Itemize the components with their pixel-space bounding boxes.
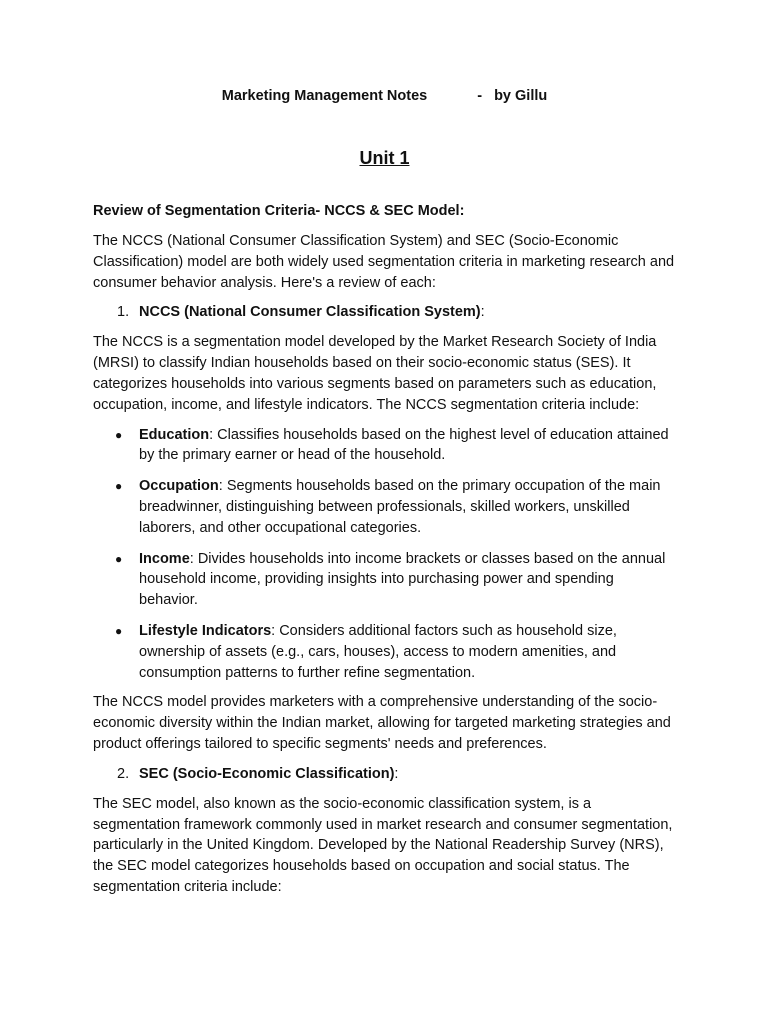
sec-paragraph: The SEC model, also known as the socio-economic classification system, is a segmentation framework commonly used in market research and consumer segmentation, particularly in the United Kingdom. Developed by the National Readership Survey (NRS), the SEC model categorizes households based on occupation and social status. The segmentation criteria include: <box>93 795 673 895</box>
nccs-paragraph: The NCCS is a segmentation model developed by the Market Research Society of India (MRSI) to classify Indian households based on their socio-economic status (SES). It categorizes households into various segments based on parameters such as education, occupation, income, and lifestyle indicators. The NCCS segmentation criteria include: <box>93 334 657 413</box>
section-heading: Review of Segmentation Criteria- NCCS & SEC Model: <box>93 203 465 219</box>
item-suffix: : <box>480 304 485 321</box>
bullet-icon: ● <box>115 479 123 494</box>
bullet-label: Occupation <box>139 478 219 495</box>
item-suffix: : <box>394 765 399 782</box>
list-item <box>93 425 676 467</box>
list-item <box>93 621 676 683</box>
item-number: 2. <box>117 765 130 782</box>
header-title: Marketing Management Notes <box>221 88 428 104</box>
bullet-label: Income <box>139 550 190 567</box>
bullet-text: : Classifies households based on the highest level of education attained by the primary earner or head of the household. <box>139 426 669 464</box>
item-title: NCCS (National Consumer Classification System) <box>139 304 481 321</box>
nccs-criteria-list <box>93 425 676 684</box>
list-item <box>93 476 676 538</box>
item-title: SEC (Socio-Economic Classification) <box>139 765 395 782</box>
intro-paragraph: The NCCS (National Consumer Classification System) and SEC (Socio-Economic Classification) model are both widely used segmentation criteria in marketing research and consumer behavior analysis. Here's a review of each: <box>93 233 675 291</box>
nccs-summary-paragraph: The NCCS model provides marketers with a comprehensive understanding of the socio-economic diversity within the Indian market, allowing for targeted marketing strategies and product offerings tailored to specific segments' needs and preferences. <box>93 694 671 752</box>
bullet-text: : Divides households into income brackets or classes based on the annual household income, providing insights into purchasing power and spending behavior. <box>139 550 666 609</box>
header-author: by Gillu <box>494 88 548 104</box>
bullet-text: : Segments households based on the primary occupation of the main breadwinner, distinguishing between professionals, skilled workers, unskilled laborers, and other occupational categories. <box>139 478 661 536</box>
unit-title: Unit 1 <box>359 148 410 168</box>
header-separator: - <box>477 88 483 104</box>
bullet-label: Lifestyle Indicators <box>139 622 272 639</box>
bullet-icon: ● <box>115 623 123 638</box>
item-number: 1. <box>117 304 130 321</box>
bullet-text: : Considers additional factors such as household size, ownership of assets (e.g., cars, houses), access to modern amenities, and consumption patterns to further refine segmentation. <box>139 622 617 681</box>
document-header <box>93 86 676 106</box>
numbered-item-sec <box>93 764 676 785</box>
numbered-item-nccs <box>93 302 676 323</box>
bullet-label: Education <box>139 426 210 443</box>
list-item <box>93 549 676 611</box>
bullet-icon: ● <box>115 427 123 442</box>
bullet-icon: ● <box>115 551 123 566</box>
